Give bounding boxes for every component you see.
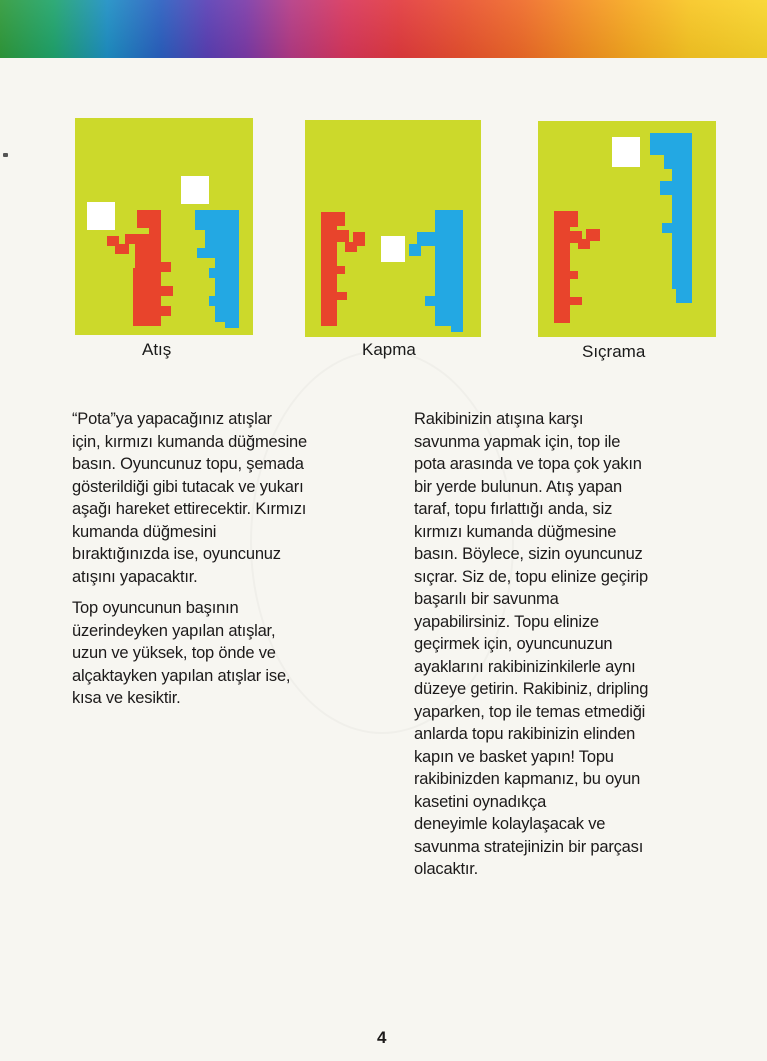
text-line: basın. Oyuncunuz topu, şemada bbox=[72, 455, 304, 473]
text-line: anlarda topu rakibinizin elinden bbox=[414, 725, 636, 743]
figure-shot-graphic bbox=[75, 118, 253, 335]
figure-shot-panel bbox=[75, 118, 253, 335]
text-line: düzeye getirin. Rakibiniz, dripling bbox=[414, 680, 649, 698]
text-line: için, kırmızı kumanda düğmesine bbox=[72, 432, 307, 451]
text-line: uzun ve yüksek, top önde ve bbox=[72, 644, 276, 662]
text-line: basın. Böylece, sizin oyuncunuz bbox=[414, 545, 643, 563]
right-text-column bbox=[414, 408, 734, 881]
text-line: savunma stratejinizin bir parçası bbox=[414, 837, 644, 856]
caption-steal: Kapma bbox=[362, 340, 416, 359]
caption-jump: Sıçrama bbox=[582, 342, 646, 361]
text-line: atışını yapacaktır. bbox=[72, 567, 198, 586]
right-paragraph bbox=[414, 408, 734, 881]
red-player-figure bbox=[321, 212, 365, 326]
left-paragraph-1 bbox=[72, 408, 372, 588]
text-line: taraf, topu fırlattığı anda, siz bbox=[414, 500, 613, 518]
text-line: ayaklarını rakibinizinkilerle aynı bbox=[414, 657, 636, 676]
text-line: olacaktır. bbox=[414, 860, 479, 878]
text-line: “Pota”ya yapacağınız atışlar bbox=[72, 410, 272, 428]
figure-steal-panel bbox=[305, 120, 481, 337]
text-line: alçaktayken yapılan atışlar ise, bbox=[72, 666, 291, 685]
rainbow-header-sheen bbox=[0, 0, 767, 58]
text-line: deneyimle kolaylaşacak ve bbox=[414, 815, 606, 833]
text-line: gösterildiği gibi tutacak ve yukarı bbox=[72, 477, 304, 496]
text-line: yaparken, top ile temas etmediği bbox=[414, 702, 646, 721]
scan-speck bbox=[3, 153, 8, 157]
text-line: rakibinizden kapmanız, bu oyun bbox=[414, 770, 641, 788]
ball-white-high bbox=[181, 176, 209, 204]
page-number: 4 bbox=[377, 1028, 387, 1047]
left-paragraph-2 bbox=[72, 597, 372, 710]
paragraph-gap bbox=[72, 588, 372, 597]
figure-jump-panel bbox=[538, 121, 716, 337]
text-line: pota arasında ve topa çok yakın bbox=[414, 455, 642, 473]
figure-steal-graphic bbox=[305, 120, 481, 337]
text-line: başarılı bir savunma bbox=[414, 590, 559, 608]
blue-player-figure bbox=[650, 133, 692, 303]
text-line: yapabilirsiniz. Topu elinize bbox=[414, 612, 599, 631]
caption-shot: Atış bbox=[142, 340, 172, 359]
red-player-figure bbox=[554, 211, 600, 323]
text-line: kasetini oynadıkça bbox=[414, 792, 547, 811]
ball-white bbox=[381, 236, 405, 262]
text-line: Rakibinizin atışına karşı bbox=[414, 410, 584, 428]
text-line: aşağı hareket ettirecektir. Kırmızı bbox=[72, 500, 307, 518]
text-line: Top oyuncunun başının bbox=[72, 599, 239, 617]
text-line: geçirmek için, oyuncunuzun bbox=[414, 635, 613, 653]
text-line: bıraktığınızda ise, oyuncunuz bbox=[72, 545, 281, 563]
text-line: kapın ve basket yapın! Topu bbox=[414, 747, 614, 766]
text-line: bir yerde bulunun. Atış yapan bbox=[414, 477, 622, 496]
text-line: kısa ve kesiktir. bbox=[72, 689, 181, 707]
text-line: kumanda düğmesini bbox=[72, 522, 217, 541]
figure-jump-graphic bbox=[538, 121, 716, 337]
text-line: üzerindeyken yapılan atışlar, bbox=[72, 621, 276, 640]
text-line: savunma yapmak için, top ile bbox=[414, 432, 621, 451]
blue-player-figure bbox=[409, 210, 463, 332]
blue-player-figure bbox=[195, 210, 239, 328]
text-line: kırmızı kumanda düğmesine bbox=[414, 522, 617, 541]
left-text-column bbox=[72, 408, 372, 710]
text-line: sıçrar. Siz de, topu elinize geçirip bbox=[414, 567, 648, 586]
red-player-figure bbox=[107, 210, 173, 326]
ball-white bbox=[87, 202, 115, 230]
ball-white bbox=[612, 137, 640, 167]
